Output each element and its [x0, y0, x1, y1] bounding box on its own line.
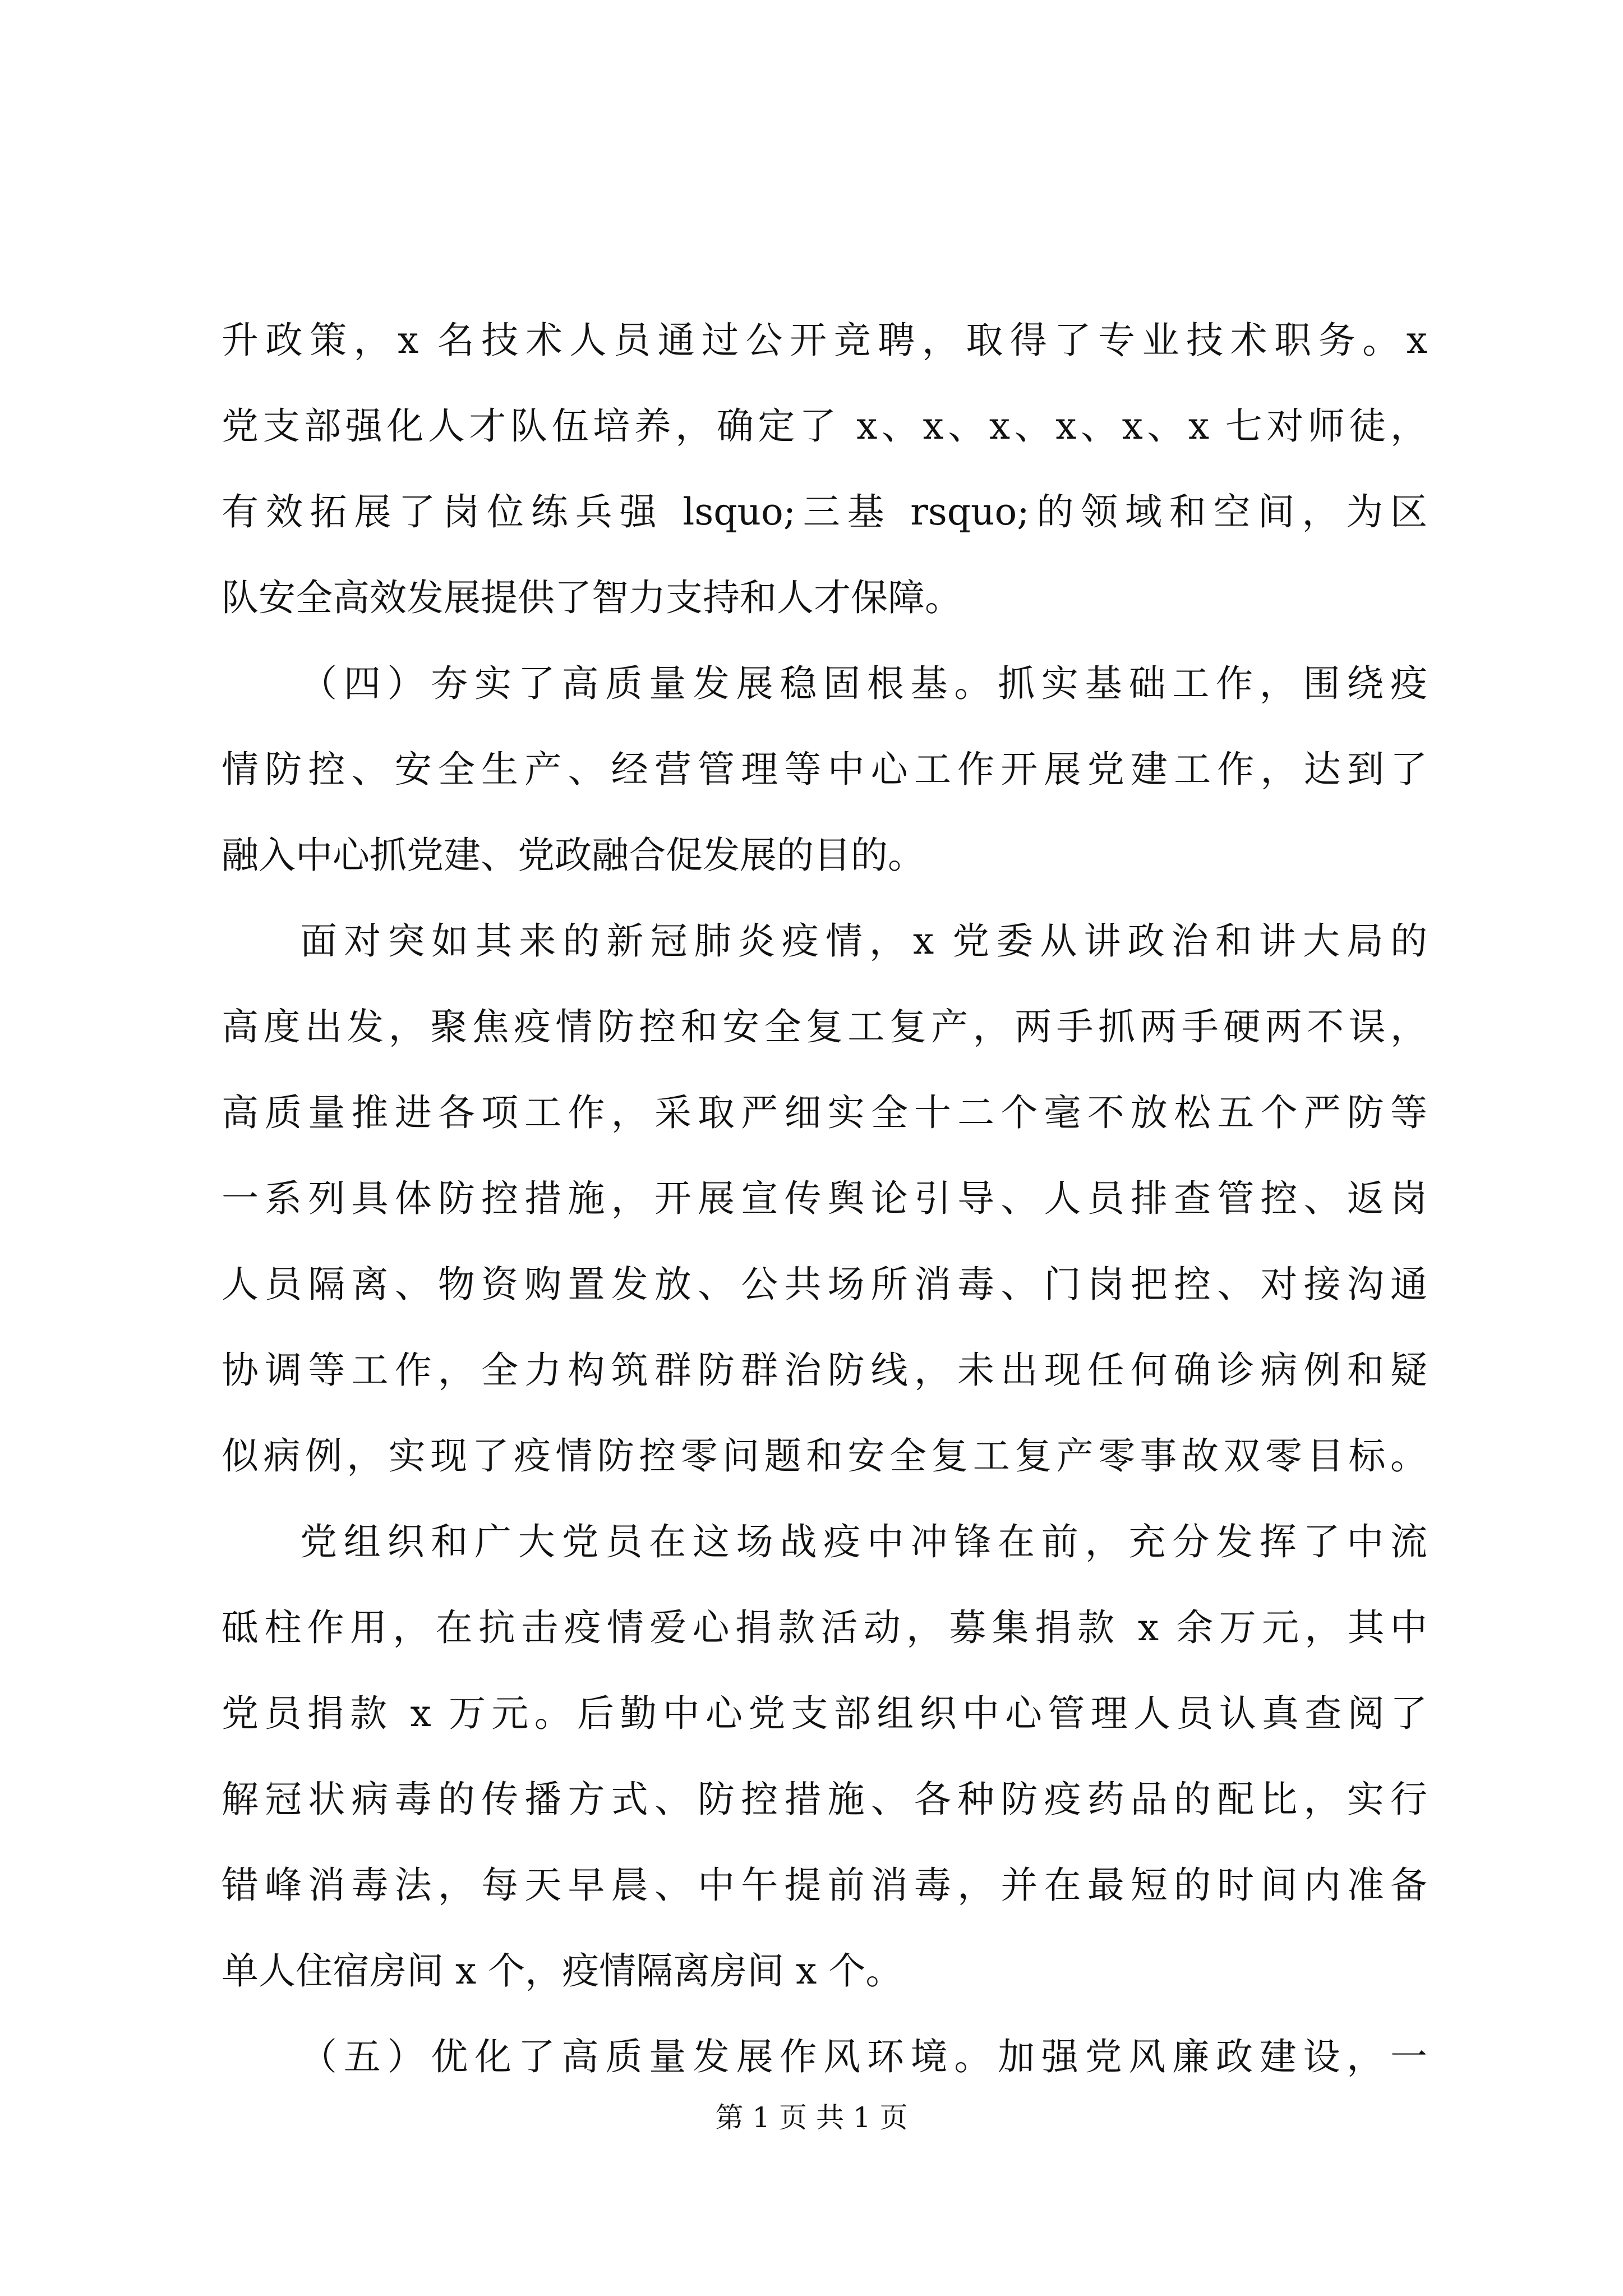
text-line: 面对突如其来的新冠肺炎疫情，x 党委从讲政治和讲大局的: [300, 919, 1427, 963]
text-line: 高质量推进各项工作，采取严细实全十二个毫不放松五个严防等: [222, 1091, 1427, 1134]
text-line: 单人住宿房间 x 个，疫情隔离房间 x 个。: [222, 1949, 903, 1993]
page-footer: 第 1 页 共 1 页: [715, 2101, 908, 2134]
text-line: （五）优化了高质量发展作风环境。加强党风廉政建设，一: [300, 2035, 1427, 2078]
text-line: 有效拓展了岗位练兵强 lsquo;三基 rsquo;的领域和空间，为区: [222, 490, 1427, 533]
text-line: 党员捐款 x 万元。后勤中心党支部组织中心管理人员认真查阅了: [222, 1692, 1427, 1735]
text-line: 情防控、安全生产、经营管理等中心工作开展党建工作，达到了: [222, 748, 1427, 791]
text-line: 错峰消毒法，每天早晨、中午提前消毒，并在最短的时间内准备: [222, 1864, 1427, 1907]
text-line: 似病例，实现了疫情防控零问题和安全复工复产零事故双零目标。: [222, 1434, 1427, 1478]
text-line: 党组织和广大党员在这场战疫中冲锋在前，充分发挥了中流: [300, 1520, 1427, 1563]
text-line: 人员隔离、物资购置发放、公共场所消毒、门岗把控、对接沟通: [222, 1263, 1427, 1306]
text-line: 融入中心抓党建、党政融合促发展的目的。: [222, 834, 925, 877]
text-line: 队安全高效发展提供了智力支持和人才保障。: [222, 576, 962, 619]
text-line: 解冠状病毒的传播方式、防控措施、各种防疫药品的配比，实行: [222, 1778, 1427, 1821]
text-line: 一系列具体防控措施，开展宣传舆论引导、人员排查管控、返岗: [222, 1177, 1427, 1220]
text-line: 升政策，x 名技术人员通过公开竞聘，取得了专业技术职务。x: [222, 319, 1427, 362]
text-line: （四）夯实了高质量发展稳固根基。抓实基础工作，围绕疫: [300, 662, 1427, 705]
text-line: 协调等工作，全力构筑群防群治防线，未出现任何确诊病例和疑: [222, 1349, 1427, 1392]
document-body: [222, 297, 1427, 2100]
text-line: 高度出发，聚焦疫情防控和安全复工复产，两手抓两手硬两不误，: [222, 1005, 1427, 1048]
text-line: 党支部强化人才队伍培养，确定了 x、x、x、x、x、x 七对师徒，: [222, 404, 1427, 448]
text-line: 砥柱作用，在抗击疫情爱心捐款活动，募集捐款 x 余万元，其中: [222, 1606, 1427, 1649]
